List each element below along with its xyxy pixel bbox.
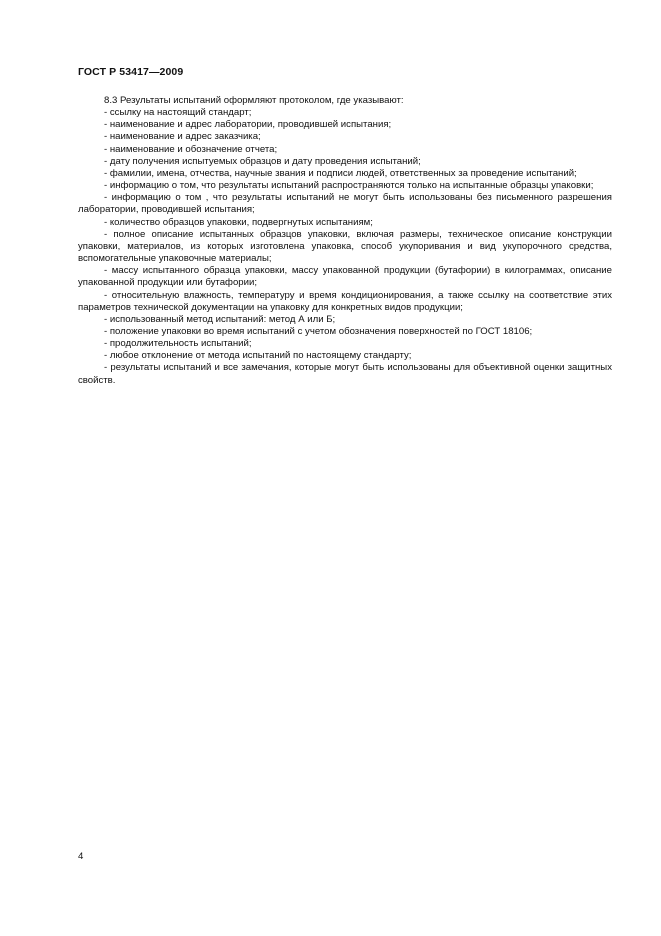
page-number: 4 (78, 851, 84, 862)
list-item: - любое отклонение от метода испытаний по настоящему стандарту; (104, 350, 412, 362)
list-item: - результаты испытаний и все замечания, которые могут быть использованы для объективной оценки защитных свойств. (78, 362, 612, 386)
list-item: - продолжительность испытаний; (104, 338, 252, 350)
list-item: - ссылку на настоящий стандарт; (104, 107, 252, 119)
list-item: - использованный метод испытаний: метод А или Б; (104, 313, 336, 325)
list-item: - информацию о том, что результаты испытаний распространяются только на испытанные образцы упаковки; (104, 180, 594, 192)
list-item: - фамилии, имена, отчества, научные звания и подписи людей, ответственных за проведение испытаний; (104, 167, 577, 179)
list-item: - дату получения испытуемых образцов и дату проведения испытаний; (104, 155, 421, 167)
section-8-3 (78, 95, 612, 387)
document-code-header: ГОСТ Р 53417—2009 (78, 66, 184, 78)
list-item: - информацию о том , что результаты испытаний не могут быть использованы без письменного разрешения лаборатории, проводившей испытания; (78, 192, 612, 216)
list-item: - положение упаковки во время испытаний с учетом обозначения поверхностей по ГОСТ 18106; (104, 325, 533, 337)
list-item: - наименование и адрес заказчика; (104, 131, 261, 143)
section-intro: 8.3 Результаты испытаний оформляют протоколом, где указывают: (104, 95, 404, 106)
list-item: - наименование и обозначение отчета; (104, 143, 278, 155)
list-item: - полное описание испытанных образцов упаковки, включая размеры, техническое описание конструкции упаковки, материалов, из которых изготовлена упаковка, способ укупоривания и вид укупорочного средства, вспомогательные упаковочные материалы; (78, 228, 612, 265)
list-item: - наименование и адрес лаборатории, проводившей испытания; (104, 119, 392, 131)
list-item: - относительную влажность, температуру и время кондиционирования, а также ссылку на соответствие этих параметров технической документации на упаковку для конкретных видов продукции; (78, 289, 612, 313)
list-item: - количество образцов упаковки, подвергнутых испытаниям; (104, 216, 373, 228)
list-item: - массу испытанного образца упаковки, массу упакованной продукции (бутафории) в килограммах, описание упакованной продукции или бутафории; (78, 265, 612, 289)
